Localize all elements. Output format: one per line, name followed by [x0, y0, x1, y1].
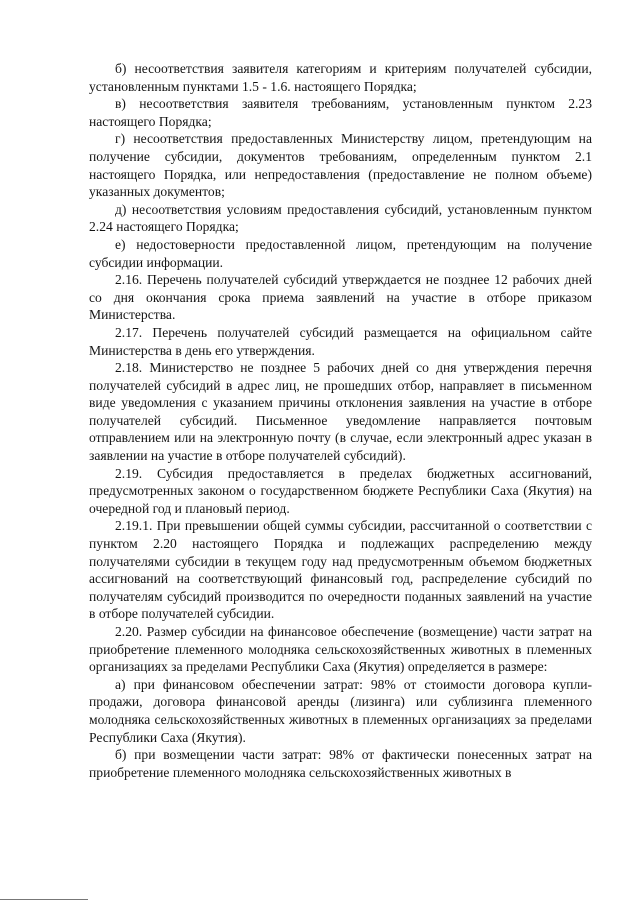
section-2-19: 2.19. Субсидия предоставляется в пределах бюджетных ассигнований, предусмотренных законом о государственном бюджете Республики Саха (Якутия) на очередной год и плановый период. [89, 465, 592, 516]
section-2-18: 2.18. Министерство не позднее 5 рабочих дней со дня утверждения перечня получателей субсидий в адрес лиц, не прошедших отбор, направляет в письменном виде уведомления с указанием причины отклонения заявления на участие в отборе получателей субсидий. Письменное уведомление направляется почтовым отправлением или на электронную почту (в случае, если электронный адрес указан в заявлении на участие в отборе получателей субсидий). [89, 360, 592, 464]
clause-d-conditions-mismatch: д) несоответствия условиям предоставления субсидий, установленным пунктом 2.24 настоящего Порядка; [89, 201, 592, 235]
section-2-16: 2.16. Перечень получателей субсидий утверждается не позднее 12 рабочих дней со дня окончания срока приема заявлений на участие в отборе приказом Министерства. [89, 272, 592, 323]
footer-rule-line [0, 899, 88, 900]
document-page [89, 60, 592, 781]
section-2-17: 2.17. Перечень получателей субсидий размещается на официальном сайте Министерства в день его утверждения. [89, 324, 592, 358]
clause-e-unreliable-info: е) недостоверности предоставленной лицом, претендующим на получение субсидии информации. [89, 236, 592, 270]
clause-g-documents-mismatch: г) несоответствия предоставленных Министерству лицом, претендующим на получение субсидии, документов требованиям, определенным пунктом 2.1 настоящего Порядка, или непредоставления (предоставление не полном объеме) указанных документов; [89, 131, 592, 200]
section-2-20: 2.20. Размер субсидии на финансовое обеспечение (возмещение) части затрат на приобретение племенного молодняка сельскохозяйственных животных в племенных организациях за пределами Республики Саха (Якутия) определяется в размере: [89, 624, 592, 675]
clause-v-requirements-mismatch: в) несоответствия заявителя требованиям, установленным пунктом 2.23 настоящего Порядка; [89, 96, 592, 129]
section-2-19-1: 2.19.1. При превышении общей суммы субсидии, рассчитанной о соответствии с пунктом 2.20 настоящего Порядка и подлежащих распределению между получателями субсидии в текущем году над предусмотренным объемом бюджетных ассигнований на соответствующий финансовый год, распределение субсидий по получателям субсидий производится по очередности поданных заявлений на участие в отборе получателей субсидии. [89, 518, 592, 622]
clause-b-category-mismatch: б) несоответствия заявителя категориям и критериям получателей субсидии, установленным пунктами 1.5 - 1.6. настоящего Порядка; [89, 61, 592, 94]
section-2-20-a: а) при финансовом обеспечении затрат: 98% от стоимости договора купли-продажи, договора финансовой аренды (лизинга) или сублизинга племенного молодняка сельскохозяйственных животных в племенных организациях за пределами Республики Саха (Якутия). [89, 676, 592, 745]
section-2-20-b: б) при возмещении части затрат: 98% от фактически понесенных затрат на приобретение племенного молодняка сельскохозяйственных животных в [89, 747, 592, 780]
